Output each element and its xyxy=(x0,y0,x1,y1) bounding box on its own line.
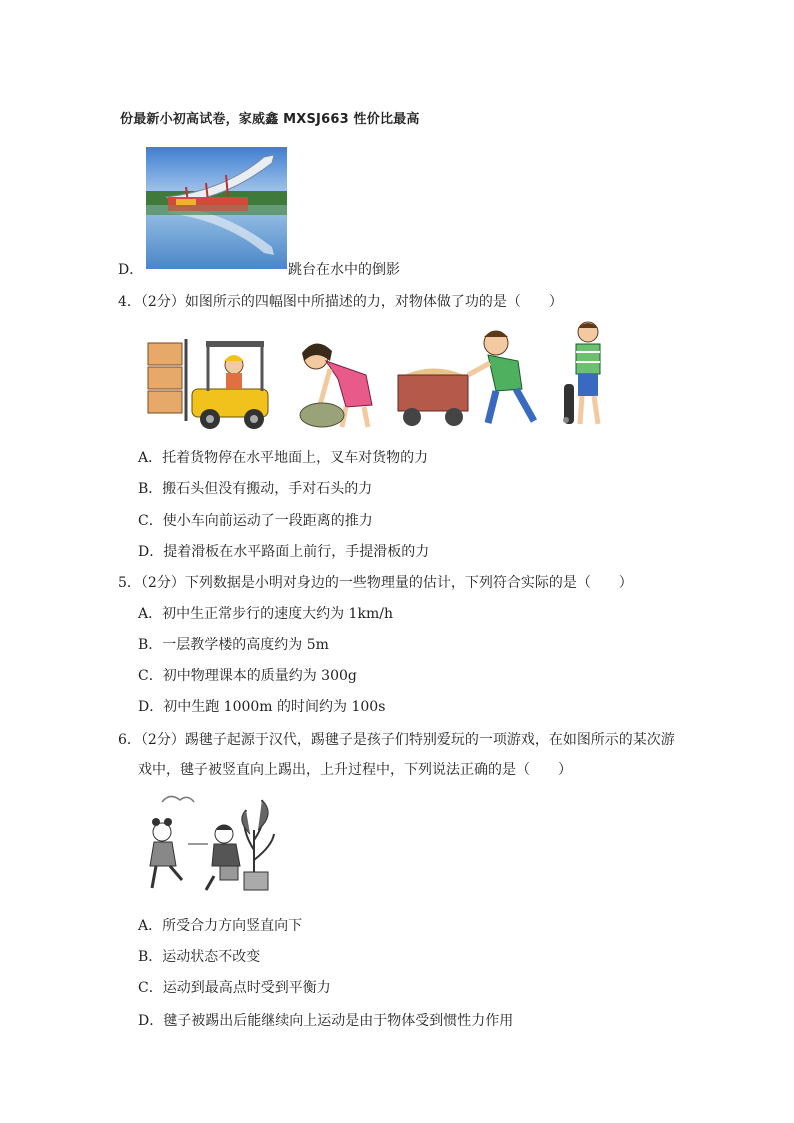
question-4-stem: 4．（2分）如图所示的四幅图中所描述的力，对物体做了功的是（ ） xyxy=(118,294,563,310)
question-4-option-a: A．托着货物停在水平地面上，叉车对货物的力 xyxy=(138,450,429,466)
question-5-option-d: D．初中生跑 1000m 的时间约为 100s xyxy=(138,699,386,715)
lifting-stone-illustration xyxy=(286,335,382,431)
header-notice: 份最新小初高试卷，家威鑫 MXSJ663 性价比最高 xyxy=(120,112,420,127)
pushing-cart-illustration xyxy=(392,325,542,431)
shuttlecock-kicking-illustration xyxy=(136,790,278,894)
ski-jump-reflection-image xyxy=(146,147,287,269)
question-5-stem: 5．（2分）下列数据是小明对身边的一些物理量的估计，下列符合实际的是（ ） xyxy=(118,575,633,591)
question-4-option-c: C．使小车向前运动了一段距离的推力 xyxy=(138,513,373,529)
question-5-option-b: B．一层教学楼的高度约为 5m xyxy=(138,637,329,653)
question-6-option-d: D．毽子被踢出后能继续向上运动是由于物体受到惯性力作用 xyxy=(138,1013,514,1029)
question-4-option-d: D．提着滑板在水平路面上前行，手提滑板的力 xyxy=(138,544,430,560)
question-5-option-a: A．初中生正常步行的速度大约为 1km/h xyxy=(138,606,393,622)
question-6-option-b: B．运动状态不改变 xyxy=(138,949,261,965)
option-d-text: 跳台在水中的倒影 xyxy=(288,262,400,278)
question-6-option-c: C．运动到最高点时受到平衡力 xyxy=(138,980,331,996)
question-5-option-c: C．初中物理课本的质量约为 300g xyxy=(138,668,357,684)
carrying-skateboard-illustration xyxy=(562,320,614,430)
forklift-illustration xyxy=(144,335,274,431)
question-6-stem-line-2: 戏中，毽子被竖直向上踢出，上升过程中，下列说法正确的是（ ） xyxy=(138,762,572,778)
question-6-option-a: A．所受合力方向竖直向下 xyxy=(138,918,303,934)
question-4-option-b: B．搬石头但没有搬动，手对石头的力 xyxy=(138,481,373,497)
question-6-stem-line-1: 6．（2分）踢毽子起源于汉代，踢毽子是孩子们特别爱玩的一项游戏，在如图所示的某次游 xyxy=(118,732,675,748)
option-d-label: D． xyxy=(118,262,144,278)
